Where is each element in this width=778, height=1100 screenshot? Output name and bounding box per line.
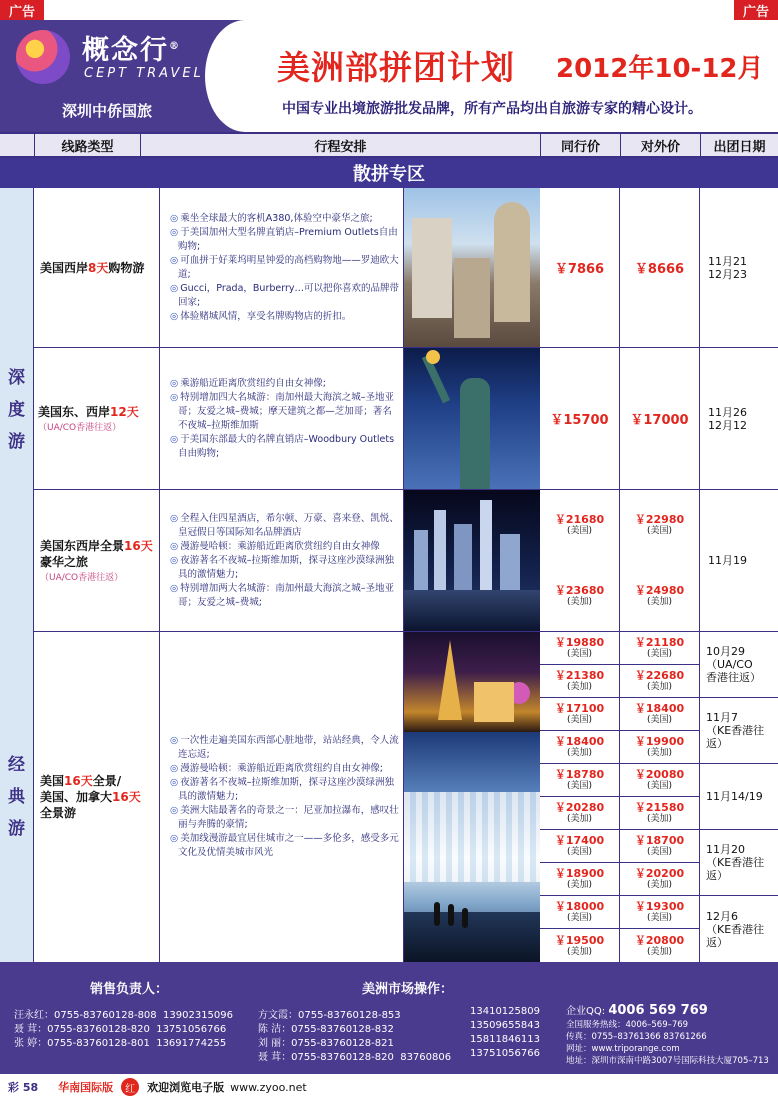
departure-date: 12月23 (708, 267, 747, 281)
public-price-cell (620, 698, 700, 731)
price-region: (美国) (566, 715, 593, 725)
itinerary-item: ◎ 美加线漫游最宜居住城市之一——多伦多，感受多元文化及优情美城市风光 (170, 832, 399, 860)
peer-price: ￥20280 (554, 801, 605, 814)
departure-date: （KE香港往返） (706, 922, 765, 949)
table-row (34, 490, 778, 632)
price-region: (美国) (566, 847, 593, 857)
peer-price-cell (540, 863, 620, 896)
public-price: ￥19900 (634, 735, 685, 748)
page-number: 彩 58 (8, 1081, 39, 1094)
edition-name: 华南国际版 (58, 1081, 114, 1094)
category-char: 深 (8, 368, 25, 388)
address: 地址：深圳市深南中路3007号国际科技大厦705–713 (566, 1056, 769, 1066)
footer (0, 962, 778, 1074)
market-mobile: 13410125809 (470, 1006, 540, 1017)
public-price-cell (620, 731, 700, 764)
itinerary-item: ◎ 乘坐全球最大的客机A380,体验空中豪华之旅; (170, 212, 399, 226)
departure-cell (700, 830, 778, 896)
public-price: ￥22680 (634, 669, 685, 682)
col-public-price: 对外价 (620, 134, 700, 156)
price-region: (美加) (566, 814, 593, 824)
public-price: ￥18700 (634, 834, 685, 847)
table-row (34, 188, 778, 348)
market-title: 美洲市场操作： (362, 982, 454, 997)
bottom-bar (0, 1074, 778, 1100)
website: 网址：www.triporange.com (566, 1044, 680, 1054)
departure-date: 11月7 (706, 711, 738, 724)
price-region: (美国) (646, 781, 673, 791)
price-region: (美国) (646, 526, 673, 536)
itinerary-item: ◎ 一次性走遍美国东西部心脏地带，站站经典，令人流连忘返; (170, 734, 399, 762)
market-mobile: 15811846113 (470, 1034, 540, 1045)
departure-date: 11月26 (708, 405, 747, 419)
public-price-cell (620, 665, 700, 698)
itinerary-item: ◎ 可血拼于好莱坞明星钟爱的高档购物地——罗迪欧大道; (170, 254, 399, 282)
price-region: (美国) (646, 715, 673, 725)
brand-logo-icon (16, 30, 70, 84)
peer-price: ￥18400 (554, 735, 605, 748)
public-price-cell (620, 490, 700, 560)
price-region: (美加) (646, 682, 673, 692)
departure-date: 10月29 (706, 645, 745, 658)
departure-cell (700, 698, 778, 764)
itinerary-cell (160, 490, 404, 631)
departure-date: 11月19 (708, 554, 747, 567)
peer-price-cell (540, 698, 620, 731)
route-note: （UA/CO香港往返） (40, 573, 124, 583)
itinerary-item: ◎ 漫游曼哈顿：乘游船近距离欣赏纽约自由女神像; (170, 762, 399, 776)
shopping-street-photo (404, 188, 540, 347)
departure-date: 11月21 (708, 254, 747, 268)
col-itinerary: 行程安排 (140, 134, 540, 156)
public-price-cell (620, 863, 700, 896)
public-price-cell (620, 348, 700, 489)
itinerary-list (160, 512, 403, 610)
itinerary-list (160, 212, 403, 324)
city-night-photo (404, 490, 540, 631)
col-peer-price: 同行价 (540, 134, 620, 156)
peer-price: ￥19880 (554, 636, 605, 649)
peer-price-cell (540, 830, 620, 863)
peer-price-cell (540, 665, 620, 698)
public-price-cell (620, 797, 700, 830)
itinerary-cell (160, 188, 404, 347)
peer-price: ￥18780 (554, 768, 605, 781)
peer-price: ￥21380 (554, 669, 605, 682)
category-char: 游 (8, 432, 25, 452)
itinerary-item: ◎ 特别增加四大名城游：南加州最大海滨之城–圣地亚哥；友爱之城–费城；摩天建筑之都—芝加哥；著名不夜城–拉斯维加斯 (170, 391, 399, 433)
market-contact: 方文霞：0755-83760128-853 (258, 1010, 401, 1021)
price-region: (美加) (646, 880, 673, 890)
peer-price-cell (540, 632, 620, 665)
itinerary-item: ◎ 全程入住四星酒店，希尔顿、万豪、喜来登、凯悦、皇冠假日等国际知名品牌酒店 (170, 512, 399, 540)
departure-cell (700, 632, 778, 698)
public-price: ￥20200 (634, 867, 685, 880)
table-row (34, 348, 778, 490)
public-price: ￥19300 (634, 900, 685, 913)
route-cell (34, 188, 160, 347)
price-region: (美加) (646, 946, 673, 957)
public-price: ￥21180 (634, 636, 685, 649)
las-vegas-photo (404, 632, 540, 732)
departure-date: 12月12 (708, 418, 747, 432)
brand-english: CEPT TRAVEL (84, 66, 204, 81)
category-char: 典 (8, 787, 25, 807)
public-price-cell (620, 929, 700, 962)
price-region: (美国) (646, 847, 673, 857)
route-cell (34, 490, 160, 631)
public-price-cell (620, 896, 700, 929)
category-classic (0, 632, 34, 962)
category-char: 经 (8, 755, 25, 775)
public-price: ￥20080 (634, 768, 685, 781)
peer-price-cell (540, 188, 620, 347)
market-mobile: 13509655843 (470, 1020, 540, 1031)
brand-name: 概念行® (82, 35, 181, 66)
departure-cell (700, 764, 778, 830)
peer-price: ￥7866 (554, 262, 605, 277)
ad-label-right: 广告 (734, 0, 778, 20)
sales-contact: 汪永红：0755-83760128-808 13902315096 (14, 1010, 234, 1021)
itinerary-item: ◎ 于美国加州大型名牌直销店–Premium Outlets自由购物; (170, 226, 399, 254)
public-price: ￥8666 (634, 262, 685, 277)
col-departure: 出团日期 (700, 134, 778, 156)
peer-price-cell (540, 929, 620, 962)
peer-price-cell (540, 348, 620, 489)
public-price-cell (620, 632, 700, 665)
public-price-cell (620, 188, 700, 347)
route-name: 美国16天全景/ 美国、加拿大16天 全景游 (40, 774, 141, 820)
qq-line: 企业QQ: 4006 569 769 (566, 1003, 708, 1018)
price-region: (美加) (566, 596, 593, 607)
table-header (0, 132, 778, 158)
peer-price-cell (540, 731, 620, 764)
category-char: 度 (8, 400, 25, 420)
page-title: 美洲部拼团计划 (277, 48, 515, 87)
fax: 传真：0755–83761366 83761266 (566, 1032, 707, 1042)
departure-cell (700, 188, 778, 347)
sales-contact: 聂 茸：0755-83760128-820 13751056766 (14, 1024, 227, 1035)
route-cell (34, 348, 160, 489)
peer-price: ￥17100 (554, 702, 605, 715)
peer-price: ￥15700 (550, 413, 609, 428)
itinerary-item: ◎ 夜游著名不夜城–拉斯维加斯，探寻这座沙漠绿洲独具的激情魅力; (170, 554, 399, 582)
col-route: 线路类型 (34, 134, 140, 156)
category-char: 游 (8, 819, 25, 839)
departure-date: （UA/CO (706, 658, 753, 671)
departure-date: 12月6 (706, 909, 738, 923)
peer-price: ￥17400 (554, 834, 605, 847)
price-region: (美加) (566, 880, 593, 890)
title-date: 2012年10-12月 (556, 54, 764, 84)
public-price: ￥24980 (634, 583, 685, 597)
red-badge-icon: 红 (121, 1078, 139, 1096)
route-cell (34, 632, 160, 962)
peer-price: ￥23680 (554, 583, 605, 597)
statue-of-liberty-photo (404, 348, 540, 489)
itinerary-cell (160, 348, 404, 489)
price-region: (美国) (566, 649, 593, 659)
itinerary-cell (160, 632, 404, 962)
departure-date: （KE香港往返） (706, 724, 765, 750)
public-price-cell (620, 764, 700, 797)
welcome-text: 欢迎浏览电子版 (147, 1081, 225, 1094)
peer-price: ￥18900 (554, 867, 605, 880)
market-contact: 刘 丽：0755-83760128-821 (258, 1038, 394, 1049)
hotline: 全国服务热线：4006–569–769 (566, 1020, 689, 1030)
departure-cell (700, 490, 778, 631)
sales-contact: 张 婷：0755-83760128-801 13691774255 (14, 1038, 227, 1049)
public-price: ￥18400 (634, 702, 685, 715)
price-region: (美国) (646, 913, 673, 923)
price-region: (美国) (646, 649, 673, 659)
itinerary-item: ◎ 乘游船近距离欣赏纽约自由女神像; (170, 377, 399, 391)
peer-price-cell (540, 797, 620, 830)
category-deep (0, 188, 34, 632)
itinerary-item: ◎ 于美国东部最大的名牌直销店–Woodbury Outlets自由购物; (170, 433, 399, 461)
price-region: (美国) (566, 781, 593, 791)
ad-label-left: 广告 (0, 0, 44, 20)
departure-date: （KE香港往返） (706, 856, 765, 882)
route-name: 美国东西岸全景16天 豪华之旅 (40, 539, 153, 569)
price-region: (美加) (566, 682, 593, 692)
peer-price: ￥19500 (554, 933, 605, 947)
site-url[interactable]: www.zyoo.net (230, 1080, 307, 1094)
brand-subtitle: 深圳中侨国旅 (62, 102, 153, 120)
route-name: 美国西岸8天购物游 (40, 260, 145, 275)
price-region: (美国) (566, 526, 593, 536)
peer-price-cell (540, 764, 620, 797)
itinerary-item: ◎ 特别增加两大名城游：南加州最大海滨之城–圣地亚哥；友爱之城–费城; (170, 582, 399, 610)
departure-cell (700, 348, 778, 489)
peer-price: ￥21680 (554, 513, 605, 526)
departure-date: 香港往返） (706, 671, 761, 684)
itinerary-list (160, 734, 403, 860)
table-row (34, 632, 778, 962)
sales-title: 销售负责人： (90, 982, 169, 997)
peer-price: ￥18000 (554, 900, 605, 913)
price-region: (美国) (566, 913, 593, 923)
peer-price-cell (540, 896, 620, 929)
market-mobile: 13751056766 (470, 1048, 540, 1059)
public-price: ￥21580 (634, 801, 685, 814)
public-price: ￥22980 (634, 513, 685, 526)
peer-price-cell (540, 490, 620, 560)
itinerary-list (160, 377, 403, 461)
market-contact: 陈 洁：0755-83760128-832 (258, 1024, 394, 1035)
price-region: (美加) (566, 748, 593, 758)
market-contact: 聂 茸：0755-83760128-820 83760806 (258, 1052, 452, 1063)
route-name: 美国东、西岸12天 (38, 405, 139, 419)
departure-date: 11月20 (706, 843, 745, 856)
itinerary-item: ◎ Gucci，Prada，Burberry…可以把你喜欢的品牌带回家; (170, 282, 399, 310)
route-note: （UA/CO香港往返） (38, 423, 122, 433)
itinerary-item: ◎ 美洲大陆最著名的奇景之一：尼亚加拉瀑布，感叹壮丽与奔腾的豪情; (170, 804, 399, 832)
public-price-cell (620, 830, 700, 863)
slogan: 中国专业出境旅游批发品牌，所有产品均出自旅游专家的精心设计。 (282, 101, 702, 117)
itinerary-item: ◎ 夜游著名不夜城–拉斯维加斯，探寻这座沙漠绿洲独具的激情魅力; (170, 776, 399, 804)
departure-cell (700, 896, 778, 962)
peer-price-cell (540, 560, 620, 631)
section-title: 散拼专区 (0, 158, 778, 188)
public-price: ￥17000 (630, 413, 689, 428)
itinerary-item: ◎ 体验赌城风情，享受名牌购物店的折扣。 (170, 310, 399, 324)
departure-date: 11月14/19 (706, 790, 763, 803)
public-price-cell (620, 560, 700, 631)
itinerary-item: ◎ 漫游曼哈顿：乘游船近距离欣赏纽约自由女神像 (170, 540, 399, 554)
public-price: ￥20800 (634, 933, 685, 947)
price-region: (美加) (646, 596, 673, 607)
price-region: (美加) (646, 748, 673, 758)
price-region: (美加) (566, 946, 593, 957)
niagara-falls-photo (404, 732, 540, 962)
price-region: (美加) (646, 814, 673, 824)
